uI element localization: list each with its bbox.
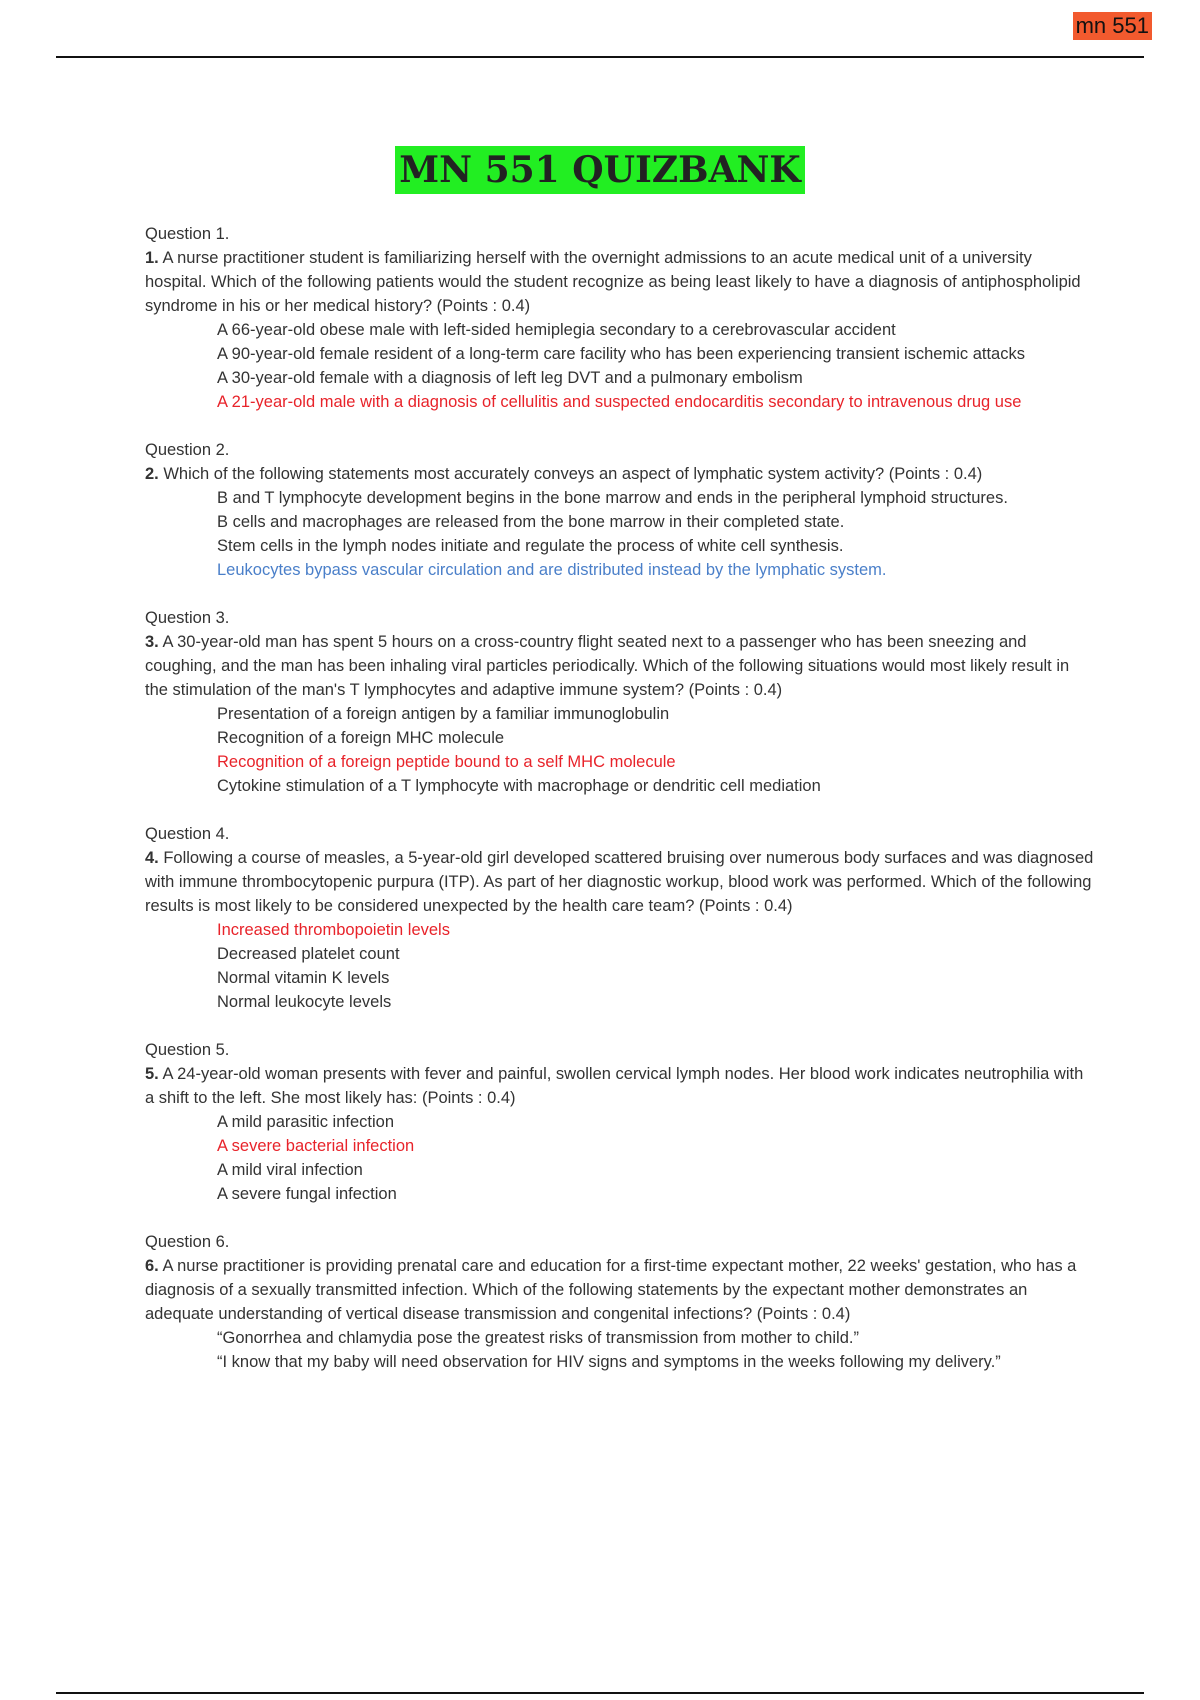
question-text	[145, 462, 1095, 486]
question-5	[145, 1038, 1095, 1206]
question-text	[145, 630, 1095, 702]
answer-options	[145, 702, 1095, 798]
question-number: 5.	[145, 1065, 159, 1083]
question-6	[145, 1230, 1095, 1374]
question-number: 6.	[145, 1257, 159, 1275]
answer-option-correct[interactable]: Increased thrombopoietin levels	[217, 921, 450, 939]
answer-option-correct[interactable]: A 21-year-old male with a diagnosis of cellulitis and suspected endocarditis secondary to intravenous drug use	[217, 393, 1022, 411]
footer-rule	[56, 1692, 1144, 1694]
question-body: Which of the following statements most accurately conveys an aspect of lymphatic system activity? (Points : 0.4)	[158, 465, 983, 483]
answer-option[interactable]: A severe fungal infection	[217, 1185, 397, 1203]
question-number: 4.	[145, 849, 159, 867]
answer-options	[145, 1110, 1095, 1206]
answer-option[interactable]: Recognition of a foreign MHC molecule	[217, 729, 505, 747]
answer-option[interactable]: A 90-year-old female resident of a long-term care facility who has been experiencing transient ischemic attacks	[217, 345, 1025, 363]
answer-option[interactable]: Presentation of a foreign antigen by a familiar immunoglobulin	[217, 705, 670, 723]
answer-option-highlighted[interactable]: Leukocytes bypass vascular circulation and are distributed instead by the lymphatic system.	[217, 561, 887, 579]
quiz-content	[145, 222, 1095, 1398]
question-number: 2.	[145, 465, 159, 483]
question-2	[145, 438, 1095, 582]
header-course-tag: mn 551	[1073, 12, 1152, 40]
answer-option[interactable]: A mild parasitic infection	[217, 1113, 394, 1131]
page-title: MN 551 QUIZBANK	[395, 146, 804, 194]
answer-options	[145, 1326, 1095, 1374]
answer-option-correct[interactable]: Recognition of a foreign peptide bound to a self MHC molecule	[217, 753, 676, 771]
answer-option[interactable]: Cytokine stimulation of a T lymphocyte with macrophage or dendritic cell mediation	[217, 777, 821, 795]
header-rule	[56, 56, 1144, 58]
question-text	[145, 846, 1095, 918]
answer-option[interactable]: A mild viral infection	[217, 1161, 363, 1179]
answer-option[interactable]: B and T lymphocyte development begins in the bone marrow and ends in the peripheral lymphoid structures.	[217, 489, 1008, 507]
question-1	[145, 222, 1095, 414]
answer-option[interactable]: A 66-year-old obese male with left-sided hemiplegia secondary to a cerebrovascular accident	[217, 321, 896, 339]
question-body: Following a course of measles, a 5-year-old girl developed scattered bruising over numerous body surfaces and was diagnosed with immune thrombocytopenic purpura (ITP). As part of her diagnostic workup, blood work was performed. Which of the following results is most likely to be considered unexpected by the health care team? (Points : 0.4)	[145, 849, 1094, 915]
question-heading: Question 5.	[145, 1041, 230, 1059]
answer-option[interactable]: “Gonorrhea and chlamydia pose the greatest risks of transmission from mother to child.”	[217, 1329, 859, 1347]
answer-option[interactable]: Decreased platelet count	[217, 945, 400, 963]
answer-option-correct[interactable]: A severe bacterial infection	[217, 1137, 415, 1155]
answer-option[interactable]: A 30-year-old female with a diagnosis of left leg DVT and a pulmonary embolism	[217, 369, 803, 387]
question-heading: Question 3.	[145, 609, 230, 627]
question-heading: Question 4.	[145, 825, 230, 843]
answer-options	[145, 318, 1095, 414]
question-number: 3.	[145, 633, 159, 651]
question-text	[145, 1062, 1095, 1110]
question-number: 1.	[145, 249, 159, 267]
answer-option[interactable]: B cells and macrophages are released from the bone marrow in their completed state.	[217, 513, 845, 531]
answer-options	[145, 918, 1095, 1014]
question-heading: Question 6.	[145, 1233, 230, 1251]
answer-option[interactable]: Stem cells in the lymph nodes initiate and regulate the process of white cell synthesis.	[217, 537, 844, 555]
question-body: A nurse practitioner is providing prenatal care and education for a first-time expectant mother, 22 weeks' gestation, who has a diagnosis of a sexually transmitted infection. Which of the following statements by the expectant mother demonstrates an adequate understanding of vertical disease transmission and congenital infections? (Points : 0.4)	[145, 1257, 1077, 1323]
question-body: A 30-year-old man has spent 5 hours on a cross-country flight seated next to a passenger who has been sneezing and coughing, and the man has been inhaling viral particles periodically. Which of the following situations would most likely result in the stimulation of the man's T lymphocytes and adaptive immune system? (Points : 0.4)	[145, 633, 1070, 699]
answer-option[interactable]: “I know that my baby will need observation for HIV signs and symptoms in the weeks following my delivery.”	[217, 1353, 1001, 1371]
answer-option[interactable]: Normal vitamin K levels	[217, 969, 390, 987]
question-3	[145, 606, 1095, 798]
answer-option[interactable]: Normal leukocyte levels	[217, 993, 392, 1011]
question-4	[145, 822, 1095, 1014]
question-text	[145, 246, 1095, 318]
question-body: A nurse practitioner student is familiarizing herself with the overnight admissions to an acute medical unit of a university hospital. Which of the following patients would the student recognize as being least likely to have a diagnosis of antiphospholipid syndrome in his or her medical history? (Points : 0.4)	[145, 249, 1081, 315]
title-container	[0, 146, 1200, 194]
question-text	[145, 1254, 1095, 1326]
question-heading: Question 1.	[145, 225, 230, 243]
answer-options	[145, 486, 1095, 582]
question-heading: Question 2.	[145, 441, 230, 459]
question-body: A 24-year-old woman presents with fever and painful, swollen cervical lymph nodes. Her blood work indicates neutrophilia with a shift to the left. She most likely has: (Points : 0.4)	[145, 1065, 1084, 1107]
